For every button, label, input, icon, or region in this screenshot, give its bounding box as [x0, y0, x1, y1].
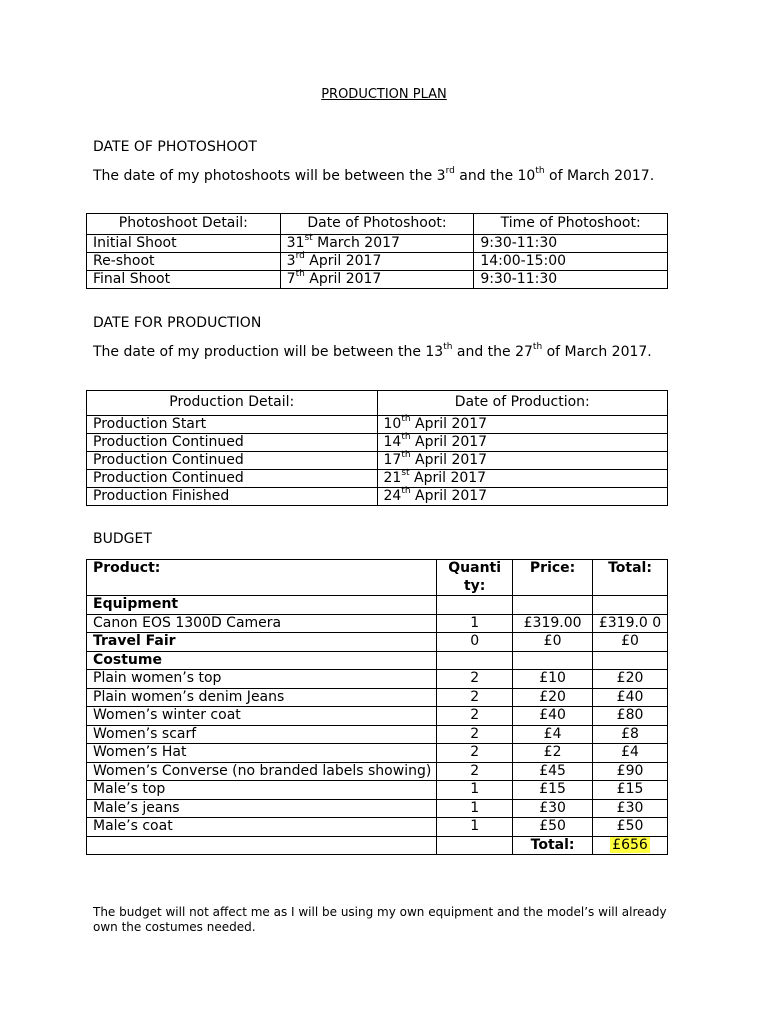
product-cell: Costume — [87, 651, 437, 670]
detail-cell: Re-shoot — [87, 253, 281, 271]
total-value-cell — [593, 836, 668, 855]
column-header: Date of Production: — [377, 391, 668, 416]
detail-cell: Production Continued — [87, 434, 378, 452]
product-cell: Women’s scarf — [87, 725, 437, 744]
time-cell: 9:30-11:30 — [474, 271, 668, 289]
page-title: PRODUCTION PLAN — [321, 87, 447, 102]
production-paragraph: The date of my production will be between the 13th and the 27th of March 2017. — [93, 342, 652, 360]
product-cell: Male’s top — [87, 781, 437, 800]
table-row — [87, 688, 668, 707]
quantity-cell: 0 — [437, 633, 513, 652]
quantity-cell: 1 — [437, 799, 513, 818]
time-cell: 14:00-15:00 — [474, 253, 668, 271]
price-cell: £40 — [513, 707, 593, 726]
price-cell: £319.00 — [513, 614, 593, 633]
budget-table — [86, 559, 668, 855]
table-row — [87, 434, 668, 452]
total-cell: £0 — [593, 633, 668, 652]
total-cell: £319.0 0 — [593, 614, 668, 633]
table-row — [87, 614, 668, 633]
table-row — [87, 651, 668, 670]
quantity-cell: 1 — [437, 818, 513, 837]
table-row — [87, 633, 668, 652]
table-row — [87, 470, 668, 488]
quantity-cell: 2 — [437, 707, 513, 726]
detail-cell: Production Finished — [87, 488, 378, 506]
date-cell: 14th April 2017 — [377, 434, 668, 452]
product-cell: Plain women’s top — [87, 670, 437, 689]
product-cell: Women’s Converse (no branded labels showing) — [87, 762, 437, 781]
empty-cell — [437, 836, 513, 855]
table-row — [87, 762, 668, 781]
detail-cell: Initial Shoot — [87, 235, 281, 253]
date-cell: 17th April 2017 — [377, 452, 668, 470]
price-cell: £50 — [513, 818, 593, 837]
table-row — [87, 235, 668, 253]
table-header-row — [87, 560, 668, 596]
photoshoot-table — [86, 213, 668, 289]
total-cell: £40 — [593, 688, 668, 707]
column-header: Quanti ty: — [437, 560, 513, 596]
total-row — [87, 836, 668, 855]
date-cell: 3rd April 2017 — [280, 253, 474, 271]
total-cell: £15 — [593, 781, 668, 800]
column-header: Production Detail: — [87, 391, 378, 416]
photoshoot-paragraph: The date of my photoshoots will be between the 3rd and the 10th of March 2017. — [93, 166, 655, 184]
date-cell: 24th April 2017 — [377, 488, 668, 506]
table-row — [87, 744, 668, 763]
table-row — [87, 596, 668, 615]
total-cell: £50 — [593, 818, 668, 837]
total-cell: £4 — [593, 744, 668, 763]
product-cell: Male’s coat — [87, 818, 437, 837]
quantity-cell — [437, 651, 513, 670]
price-cell: £2 — [513, 744, 593, 763]
price-cell: £0 — [513, 633, 593, 652]
production-table — [86, 390, 668, 506]
total-cell — [593, 651, 668, 670]
detail-cell: Production Continued — [87, 470, 378, 488]
column-header: Product: — [87, 560, 437, 596]
table-row — [87, 781, 668, 800]
quantity-cell: 2 — [437, 744, 513, 763]
product-cell: Women’s Hat — [87, 744, 437, 763]
budget-note: The budget will not affect me as I will be using my own equipment and the model’s will already own the costumes needed. — [93, 905, 667, 934]
product-cell: Equipment — [87, 596, 437, 615]
date-cell: 7th April 2017 — [280, 271, 474, 289]
table-row — [87, 271, 668, 289]
quantity-cell: 2 — [437, 725, 513, 744]
quantity-cell: 1 — [437, 781, 513, 800]
quantity-cell: 2 — [437, 670, 513, 689]
column-header: Date of Photoshoot: — [280, 214, 474, 235]
price-cell — [513, 596, 593, 615]
table-row — [87, 416, 668, 434]
price-cell: £15 — [513, 781, 593, 800]
quantity-cell — [437, 596, 513, 615]
total-cell: £30 — [593, 799, 668, 818]
date-cell: 10th April 2017 — [377, 416, 668, 434]
detail-cell: Production Start — [87, 416, 378, 434]
product-cell: Women’s winter coat — [87, 707, 437, 726]
product-cell: Plain women’s denim Jeans — [87, 688, 437, 707]
column-header: Time of Photoshoot: — [474, 214, 668, 235]
table-row — [87, 818, 668, 837]
detail-cell: Final Shoot — [87, 271, 281, 289]
price-cell: £20 — [513, 688, 593, 707]
column-header: Photoshoot Detail: — [87, 214, 281, 235]
quantity-cell: 2 — [437, 688, 513, 707]
total-cell: £8 — [593, 725, 668, 744]
total-cell: £80 — [593, 707, 668, 726]
empty-cell — [87, 836, 437, 855]
table-row — [87, 488, 668, 506]
total-cell: £20 — [593, 670, 668, 689]
total-cell: £90 — [593, 762, 668, 781]
table-header-row — [87, 214, 668, 235]
detail-cell: Production Continued — [87, 452, 378, 470]
total-value: £656 — [612, 836, 648, 853]
price-cell: £30 — [513, 799, 593, 818]
total-cell — [593, 596, 668, 615]
price-cell: £10 — [513, 670, 593, 689]
table-row — [87, 707, 668, 726]
table-header-row — [87, 391, 668, 416]
quantity-cell: 1 — [437, 614, 513, 633]
table-row — [87, 253, 668, 271]
production-heading: DATE FOR PRODUCTION — [93, 315, 262, 331]
price-cell — [513, 651, 593, 670]
price-cell: £4 — [513, 725, 593, 744]
date-cell: 31st March 2017 — [280, 235, 474, 253]
date-cell: 21st April 2017 — [377, 470, 668, 488]
quantity-cell: 2 — [437, 762, 513, 781]
time-cell: 9:30-11:30 — [474, 235, 668, 253]
product-cell: Canon EOS 1300D Camera — [87, 614, 437, 633]
photoshoot-heading: DATE OF PHOTOSHOOT — [93, 139, 257, 155]
total-label: Total: — [513, 836, 593, 855]
budget-heading: BUDGET — [93, 531, 152, 547]
table-row — [87, 452, 668, 470]
product-cell: Male’s jeans — [87, 799, 437, 818]
table-row — [87, 725, 668, 744]
product-cell: Travel Fair — [87, 633, 437, 652]
table-row — [87, 799, 668, 818]
table-row — [87, 670, 668, 689]
column-header: Price: — [513, 560, 593, 596]
price-cell: £45 — [513, 762, 593, 781]
column-header: Total: — [593, 560, 668, 596]
